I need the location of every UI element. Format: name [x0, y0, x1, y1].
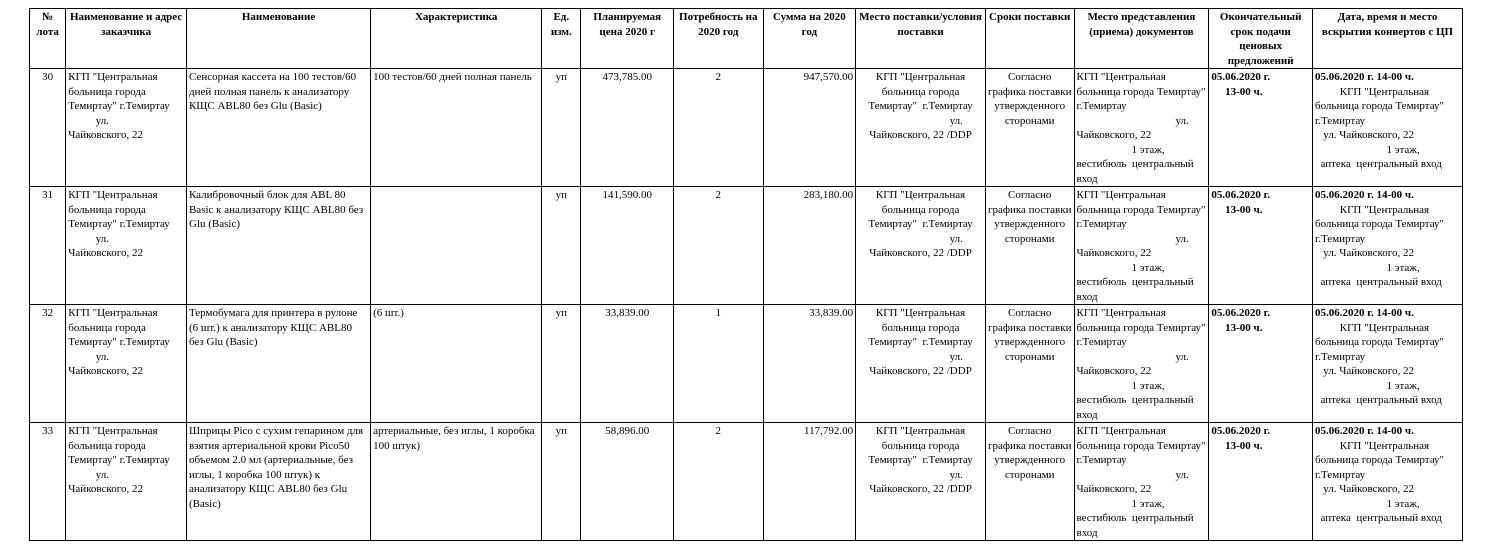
header-price: Планируемая цена 2020 г [581, 9, 674, 69]
cell-name: Калибровочный блок для ABL 80 Basic к анализатору КЩС ABL80 без Glu (Basic) [186, 187, 370, 305]
table-row [30, 423, 1463, 541]
opening-datetime: 05.06.2020 г. 14-00 ч. [1314, 307, 1414, 319]
table-header-row [30, 9, 1463, 69]
cell-qty: 2 [674, 423, 764, 541]
opening-place: КГП "Центральная больница города Темиртау" г.Темиртау ул. Чайковского, 22 1 этаж, аптека центральный вход [1314, 439, 1445, 524]
opening-datetime: 05.06.2020 г. 14-00 ч. [1314, 425, 1414, 437]
table-row [30, 305, 1463, 423]
cell-unit: уп [542, 69, 581, 187]
cell-delivery-place: КГП "Центральная больница города Темиртау" г.Темиртау ул. Чайковского, 22 /DDP [856, 423, 986, 541]
cell-customer: КГП "Центральная больница города Темиртау" г.Темиртау ул. Чайковского, 22 [66, 305, 187, 423]
cell-price: 58,896.00 [581, 423, 674, 541]
cell-customer: КГП "Центральная больница города Темиртау" г.Темиртау ул. Чайковского, 22 [66, 69, 187, 187]
cell-qty: 1 [674, 305, 764, 423]
opening-place: КГП "Центральная больница города Темиртау" г.Темиртау ул. Чайковского, 22 1 этаж, аптека центральный вход [1314, 203, 1445, 288]
cell-unit: уп [542, 423, 581, 541]
cell-qty: 2 [674, 187, 764, 305]
cell-docs-place: КГП "Центральная больница города Темиртау" г.Темиртау ул. Чайковского, 22 1 этаж, вестибюль центральный вход [1074, 423, 1209, 541]
header-unit: Ед. изм. [542, 9, 581, 69]
cell-opening [1312, 423, 1462, 541]
cell-customer: КГП "Центральная больница города Темиртау" г.Темиртау ул. Чайковского, 22 [66, 423, 187, 541]
cell-qty: 2 [674, 69, 764, 187]
cell-docs-place: КГП "Центральная больница города Темиртау" г.Темиртау ул. Чайковского, 22 1 этаж, вестибюль центральный вход [1074, 187, 1209, 305]
cell-sum: 117,792.00 [763, 423, 856, 541]
cell-lot: 30 [30, 69, 66, 187]
cell-delivery-place: КГП "Центральная больница города Темиртау" г.Темиртау ул. Чайковского, 22 /DDP [856, 187, 986, 305]
cell-opening [1312, 69, 1462, 187]
cell-lot: 33 [30, 423, 66, 541]
cell-deadline: 05.06.2020 г. 13-00 ч. [1209, 69, 1313, 187]
table-row [30, 69, 1463, 187]
cell-opening [1312, 305, 1462, 423]
cell-delivery-place: КГП "Центральная больница города Темиртау" г.Темиртау ул. Чайковского, 22 /DDP [856, 69, 986, 187]
cell-docs-place: КГП "Центральная больница города Темиртау" г.Темиртау ул. Чайковского, 22 1 этаж, вестибюль центральный вход [1074, 69, 1209, 187]
cell-name: Шприцы Pico с сухим гепарином для взятия артериальной крови Pico50 объемом 2.0 мл (артериальные, без иглы, 1 коробка 100 штук) к анализатору КЩС ABL80 без Glu (Basic) [186, 423, 370, 541]
header-delivery-terms: Сроки поставки [985, 9, 1074, 69]
cell-lot: 31 [30, 187, 66, 305]
procurement-table [29, 8, 1463, 541]
cell-customer: КГП "Центральная больница города Темиртау" г.Темиртау ул. Чайковского, 22 [66, 187, 187, 305]
cell-deadline: 05.06.2020 г. 13-00 ч. [1209, 423, 1313, 541]
table-row [30, 187, 1463, 305]
cell-unit: уп [542, 305, 581, 423]
cell-spec: 100 тестов/60 дней полная панель [371, 69, 542, 187]
cell-delivery-place: КГП "Центральная больница города Темиртау" г.Темиртау ул. Чайковского, 22 /DDP [856, 305, 986, 423]
opening-datetime: 05.06.2020 г. 14-00 ч. [1314, 189, 1414, 201]
opening-place: КГП "Центральная больница города Темиртау" г.Темиртау ул. Чайковского, 22 1 этаж, аптека центральный вход [1314, 321, 1445, 406]
header-opening: Дата, время и место вскрытия конвертов с ЦП [1312, 9, 1462, 69]
header-delivery-place: Место поставки/условия поставки [856, 9, 986, 69]
header-lot: № лота [30, 9, 66, 69]
cell-sum: 33,839.00 [763, 305, 856, 423]
opening-place: КГП "Центральная больница города Темиртау" г.Темиртау ул. Чайковского, 22 1 этаж, аптека центральный вход [1314, 85, 1445, 170]
cell-name: Сенсорная кассета на 100 тестов/60 дней полная панель к анализатору КЩС ABL80 без Glu (Basic) [186, 69, 370, 187]
header-customer: Наименование и адрес заказчика [66, 9, 187, 69]
cell-price: 141,590.00 [581, 187, 674, 305]
cell-opening [1312, 187, 1462, 305]
header-name: Наименование [186, 9, 370, 69]
cell-docs-place: КГП "Центральная больница города Темиртау" г.Темиртау ул. Чайковского, 22 1 этаж, вестибюль центральный вход [1074, 305, 1209, 423]
cell-delivery-terms: Согласно графика поставки утвержденного сторонами [985, 69, 1074, 187]
cell-spec: артериальные, без иглы, 1 коробка 100 штук) [371, 423, 542, 541]
cell-price: 33,839.00 [581, 305, 674, 423]
cell-delivery-terms: Согласно графика поставки утвержденного сторонами [985, 423, 1074, 541]
cell-sum: 283,180.00 [763, 187, 856, 305]
cell-deadline: 05.06.2020 г. 13-00 ч. [1209, 187, 1313, 305]
cell-spec: (6 шт.) [371, 305, 542, 423]
cell-unit: уп [542, 187, 581, 305]
cell-price: 473,785.00 [581, 69, 674, 187]
cell-delivery-terms: Согласно графика поставки утвержденного сторонами [985, 305, 1074, 423]
header-spec: Характеристика [371, 9, 542, 69]
cell-lot: 32 [30, 305, 66, 423]
header-docs-place: Место представления (приема) документов [1074, 9, 1209, 69]
cell-sum: 947,570.00 [763, 69, 856, 187]
cell-name: Термобумага для принтера в рулоне (6 шт.) к анализатору КЩС ABL80 без Glu (Basic) [186, 305, 370, 423]
header-sum: Сумма на 2020 год [763, 9, 856, 69]
cell-deadline: 05.06.2020 г. 13-00 ч. [1209, 305, 1313, 423]
header-deadline: Окончательный срок подачи ценовых предложений [1209, 9, 1313, 69]
header-qty: Потребность на 2020 год [674, 9, 764, 69]
opening-datetime: 05.06.2020 г. 14-00 ч. [1314, 71, 1414, 83]
cell-delivery-terms: Согласно графика поставки утвержденного сторонами [985, 187, 1074, 305]
cell-spec [371, 187, 542, 305]
